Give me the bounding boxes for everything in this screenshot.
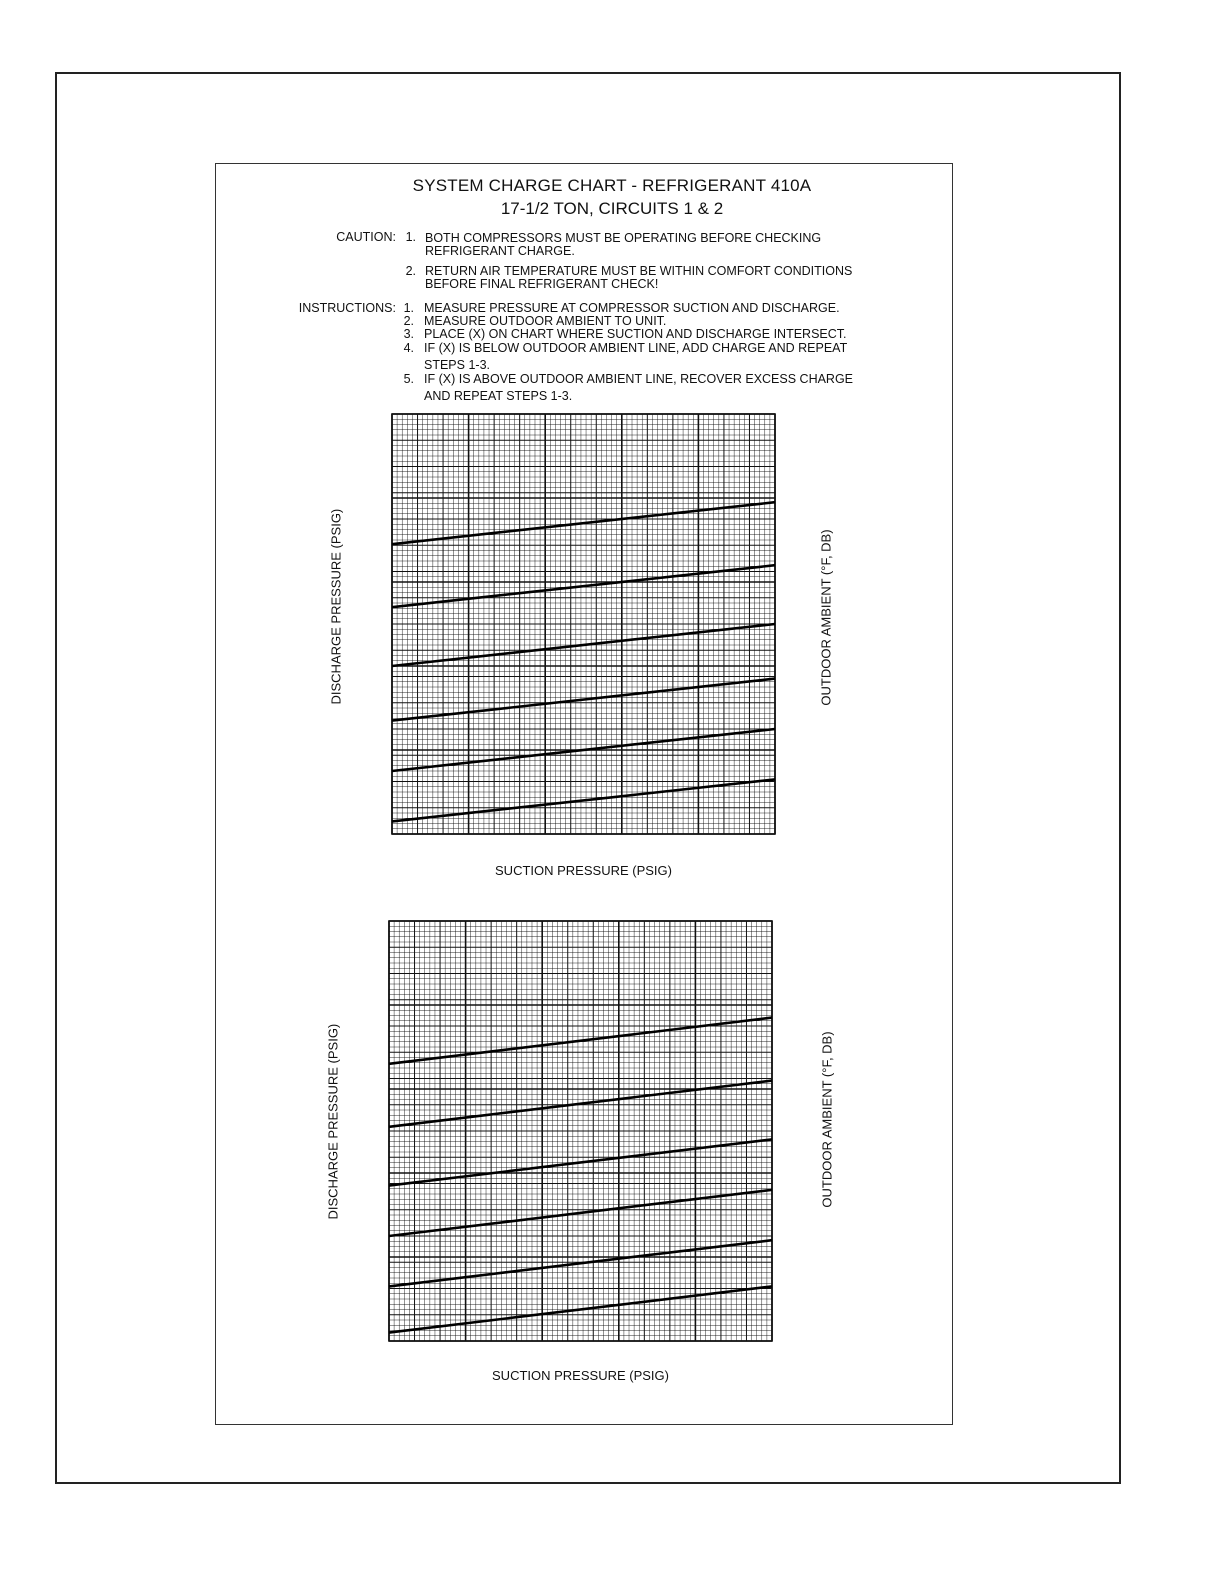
instruction-text: STEPS 1-3. xyxy=(424,358,490,372)
x-axis-label: SUCTION PRESSURE (PSIG) xyxy=(492,1368,669,1383)
ambient-temperature-line xyxy=(389,1018,772,1064)
ambient-temperature-line xyxy=(389,1240,772,1286)
caution-text: REFRIGERANT CHARGE. xyxy=(425,244,575,258)
instruction-number: 5. xyxy=(403,372,414,386)
grid xyxy=(389,921,772,1341)
ambient-temperature-line xyxy=(389,1081,772,1127)
instruction-text: AND REPEAT STEPS 1-3. xyxy=(424,389,573,403)
chart-plot-area xyxy=(388,920,773,1342)
instructions-label: INSTRUCTIONS: xyxy=(298,301,396,315)
y-axis-label: DISCHARGE PRESSURE (PSIG) xyxy=(325,1023,341,1220)
instruction-text: MEASURE PRESSURE AT COMPRESSOR SUCTION AND DISCHARGE. xyxy=(424,301,840,315)
ambient-temperature-line xyxy=(389,1190,772,1236)
caution-number: 2. xyxy=(405,264,416,278)
instruction-text: MEASURE OUTDOOR AMBIENT TO UNIT. xyxy=(424,314,667,328)
ambient-temperature-line xyxy=(392,779,775,821)
instruction-number: 3. xyxy=(403,327,414,341)
y-axis-label: DISCHARGE PRESSURE (PSIG) xyxy=(328,508,344,705)
caution-label: CAUTION: xyxy=(336,230,396,244)
chart-plot-area xyxy=(391,413,776,835)
instruction-number: 1. xyxy=(403,301,414,315)
charge-chart-2 xyxy=(388,920,773,1342)
page-title: SYSTEM CHARGE CHART - REFRIGERANT 410A xyxy=(412,176,812,195)
instruction-text: IF (X) IS BELOW OUTDOOR AMBIENT LINE, ADD CHARGE AND REPEAT xyxy=(424,341,848,355)
y2-axis-label: OUTDOOR AMBIENT (°F, DB) xyxy=(819,1031,835,1208)
page-subtitle: 17-1/2 TON, CIRCUITS 1 & 2 xyxy=(500,199,724,218)
y2-axis-label: OUTDOOR AMBIENT (°F, DB) xyxy=(818,529,834,706)
caution-number: 1. xyxy=(405,230,416,244)
ambient-temperature-line xyxy=(392,679,775,721)
grid xyxy=(392,414,775,834)
charge-chart-1 xyxy=(391,413,776,835)
x-axis-label: SUCTION PRESSURE (PSIG) xyxy=(495,863,672,878)
caution-text: RETURN AIR TEMPERATURE MUST BE WITHIN COMFORT CONDITIONS xyxy=(425,264,853,278)
caution-text: BEFORE FINAL REFRIGERANT CHECK! xyxy=(425,277,659,291)
instruction-number: 4. xyxy=(403,341,414,355)
instruction-number: 2. xyxy=(403,314,414,328)
caution-text: BOTH COMPRESSORS MUST BE OPERATING BEFORE CHECKING xyxy=(425,231,822,245)
instruction-text: IF (X) IS ABOVE OUTDOOR AMBIENT LINE, RECOVER EXCESS CHARGE xyxy=(424,372,854,386)
instruction-text: PLACE (X) ON CHART WHERE SUCTION AND DISCHARGE INTERSECT. xyxy=(424,327,847,341)
